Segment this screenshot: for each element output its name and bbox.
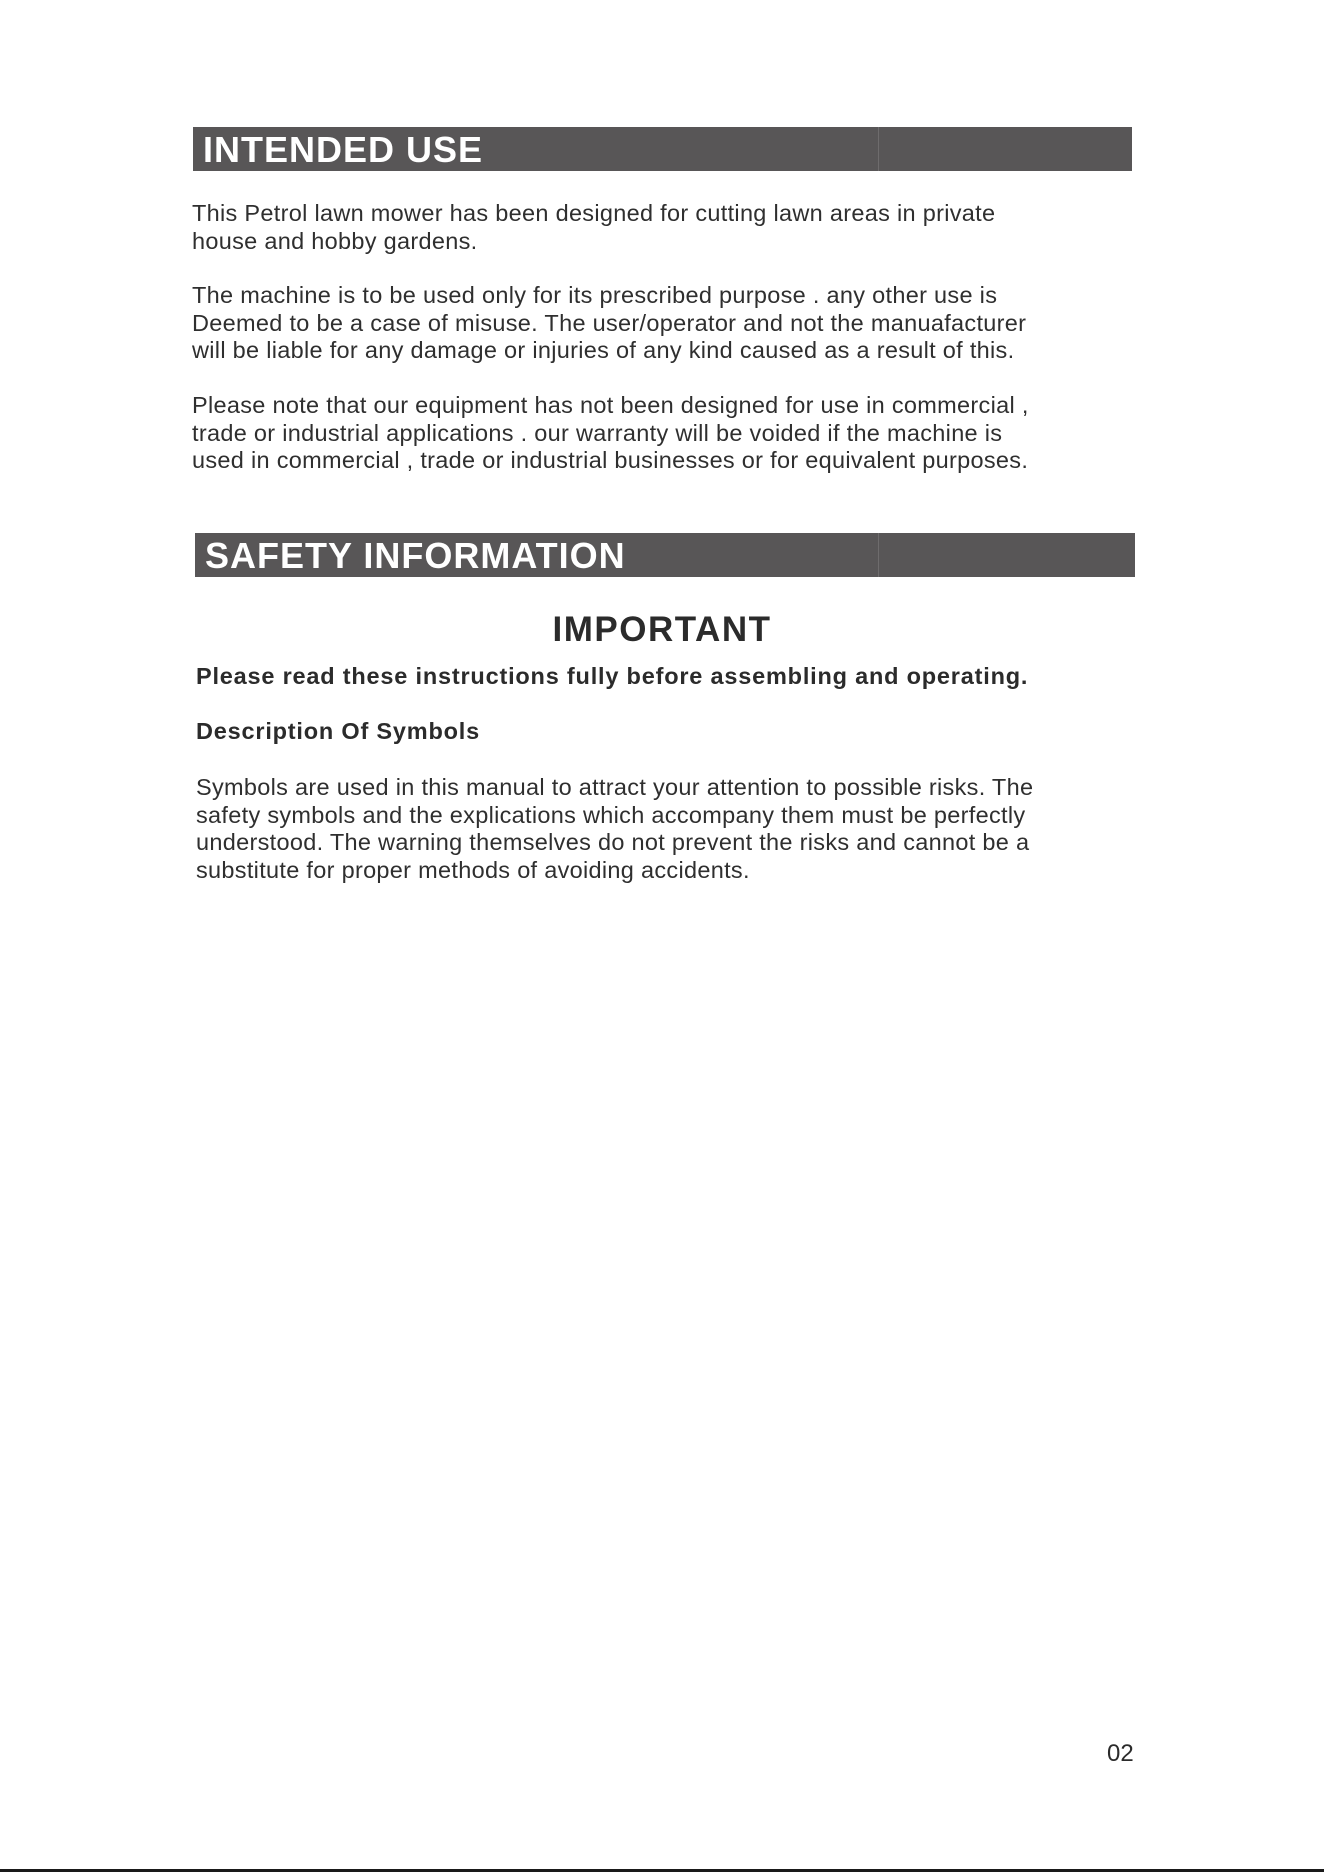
text-line: will be liable for any damage or injuries of any kind caused as a result of this. <box>192 337 1015 363</box>
text-line: trade or industrial applications . our warranty will be voided if the machine is <box>192 419 1003 446</box>
text-line: This Petrol lawn mower has been designed for cutting lawn areas in private <box>192 200 996 226</box>
safety-information-header-bar <box>195 533 1135 577</box>
text-line: Please note that our equipment has not been designed for use in commercial , <box>192 392 1029 418</box>
text-line: substitute for proper methods of avoiding accidents. <box>196 856 750 883</box>
header-bar-divider <box>878 533 879 577</box>
page-number: 02 <box>1107 1740 1134 1767</box>
text-line: safety symbols and the explications which accompany them must be perfectly <box>196 801 1026 828</box>
text-line: The machine is to be used only for its prescribed purpose . any other use is <box>192 282 998 308</box>
intended-use-header-bar <box>193 127 1132 171</box>
text-line: house and hobby gardens. <box>192 227 478 254</box>
description-of-symbols-heading: Description Of Symbols <box>196 718 480 744</box>
intended-use-heading: INTENDED USE <box>203 129 484 170</box>
header-bar-divider <box>878 127 879 171</box>
text-line: Deemed to be a case of misuse. The user/operator and not the manuafacturer <box>192 309 1027 336</box>
intended-use-paragraph-1 <box>192 200 995 255</box>
intended-use-paragraph-2 <box>192 282 1026 365</box>
intended-use-paragraph-3 <box>192 392 1029 475</box>
text-line: used in commercial , trade or industrial businesses or for equivalent purposes. <box>192 447 1029 473</box>
text-line: Symbols are used in this manual to attract your attention to possible risks. The <box>196 774 1034 800</box>
important-title: IMPORTANT <box>552 610 772 649</box>
text-line: understood. The warning themselves do not prevent the risks and cannot be a <box>196 829 1030 855</box>
read-instructions-notice: Please read these instructions fully before assembling and operating. <box>196 663 1029 689</box>
symbols-paragraph <box>196 774 1033 884</box>
safety-information-heading: SAFETY INFORMATION <box>205 535 626 576</box>
